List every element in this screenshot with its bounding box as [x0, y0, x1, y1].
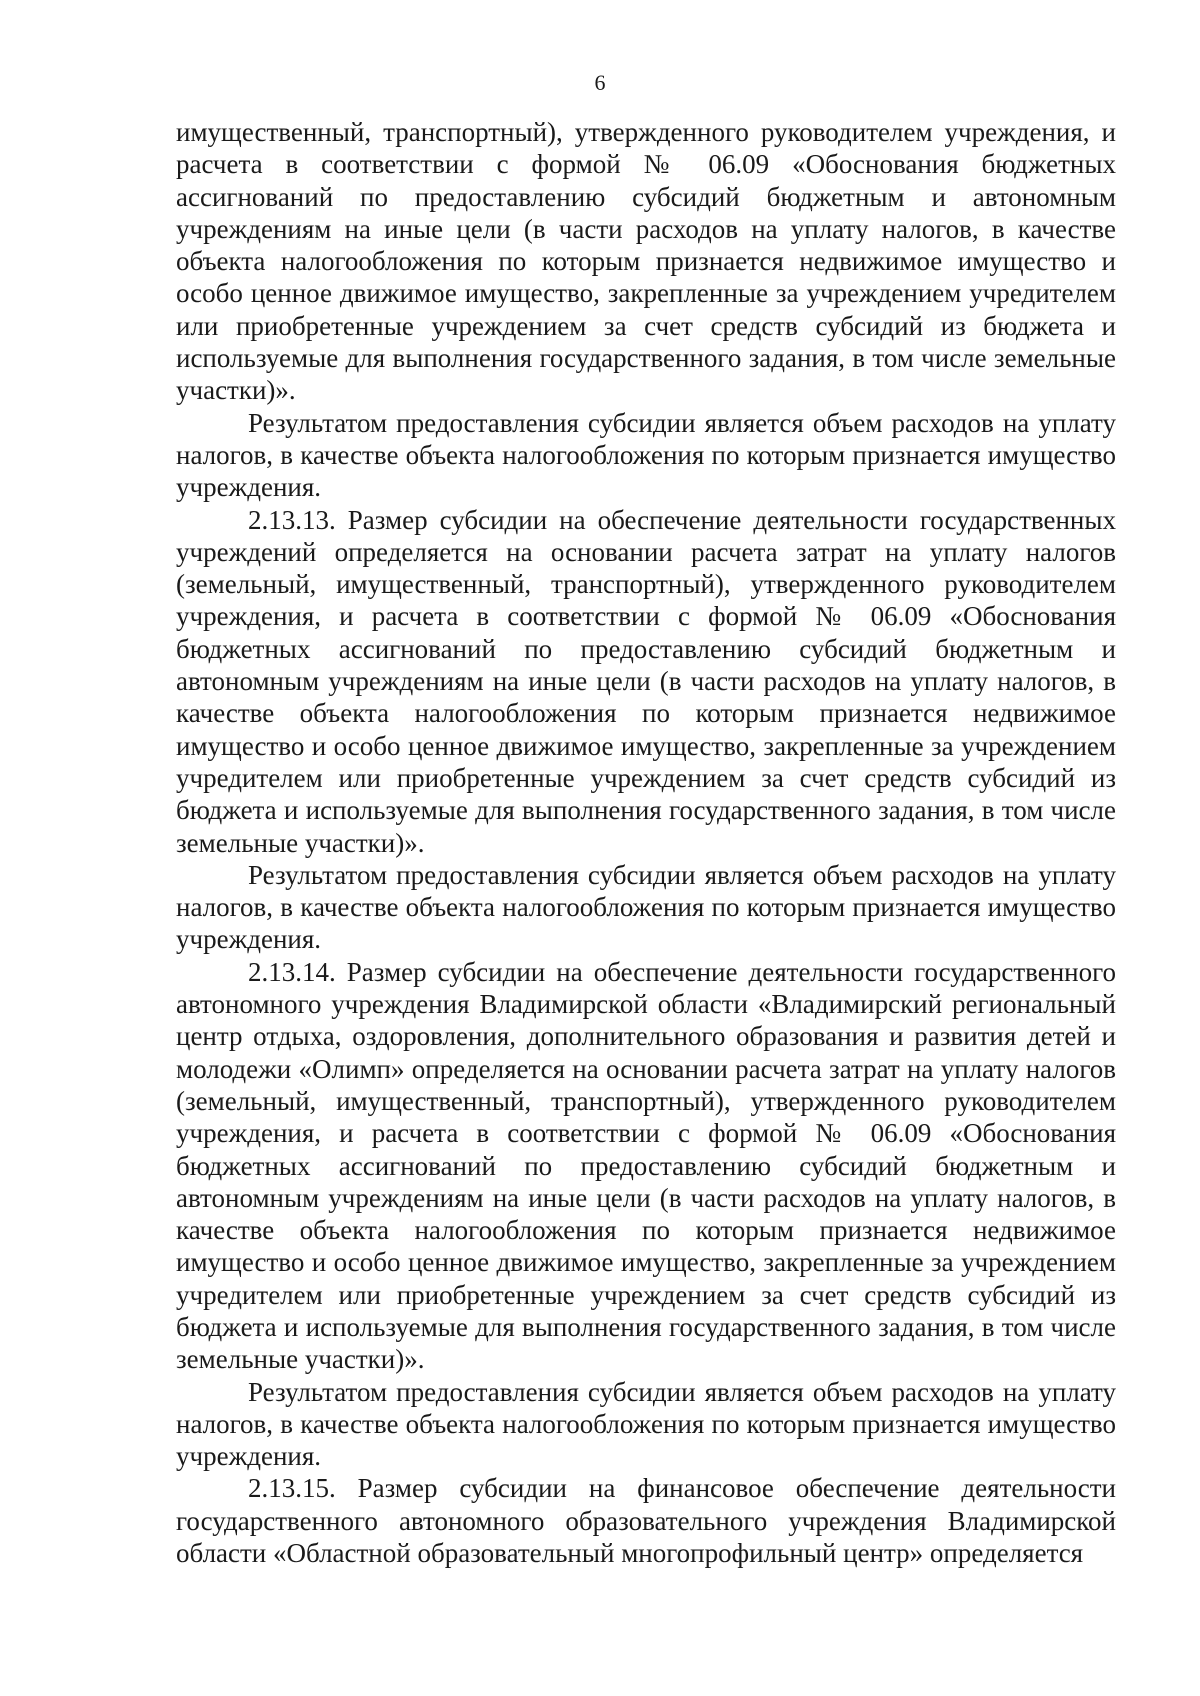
paragraph-2-13-15: 2.13.15. Размер субсидии на финансовое обеспечение деятельности государственного автономного образовательного учреждения Владимирской области «Областной образовательный многопрофильный центр» определяется — [176, 1473, 1116, 1569]
paragraph-result-3: Результатом предоставления субсидии является объем расходов на уплату налогов, в качестве объекта налогообложения по которым признается имущество учреждения. — [176, 1376, 1116, 1472]
paragraph-result-2: Результатом предоставления субсидии является объем расходов на уплату налогов, в качестве объекта налогообложения по которым признается имущество учреждения. — [176, 859, 1116, 955]
paragraph-2-13-13: 2.13.13. Размер субсидии на обеспечение деятельности государственных учреждений определяется на основании расчета затрат на уплату налогов (земельный, имущественный, транспортный), утвержденного руководителем учреждения, и расчета в соответствии с формой № 06.09 «Обоснования бюджетных ассигнований по предоставлению субсидий бюджетным и автономным учреждениям на иные цели (в части расходов на уплату налогов, в качестве объекта налогообложения по которым признается недвижимое имущество и особо ценное движимое имущество, закрепленные за учреждением учредителем или приобретенные учреждением за счет средств субсидий из бюджета и используемые для выполнения государственного задания, в том числе земельные участки)». — [176, 504, 1116, 858]
paragraph-2-13-14: 2.13.14. Размер субсидии на обеспечение деятельности государственного автономного учреждения Владимирской области «Владимирский региональный центр отдыха, оздоровления, дополнительного образования и развития детей и молодежи «Олимп» определяется на основании расчета затрат на уплату налогов (земельный, имущественный, транспортный), утвержденного руководителем учреждения, и расчета в соответствии с формой № 06.09 «Обоснования бюджетных ассигнований по предоставлению субсидий бюджетным и автономным учреждениям на иные цели (в части расходов на уплату налогов, в качестве объекта налогообложения по которым признается недвижимое имущество и особо ценное движимое имущество, закрепленные за учреждением учредителем или приобретенные учреждением за счет средств субсидий из бюджета и используемые для выполнения государственного задания, в том числе земельные участки)». — [176, 956, 1116, 1375]
page-number: 6 — [594, 70, 606, 95]
document-body — [176, 116, 1116, 1569]
paragraph-result-1: Результатом предоставления субсидии является объем расходов на уплату налогов, в качестве объекта налогообложения по которым признается имущество учреждения. — [176, 407, 1116, 503]
paragraph-continuation: имущественный, транспортный), утвержденного руководителем учреждения, и расчета в соответствии с формой № 06.09 «Обоснования бюджетных ассигнований по предоставлению субсидий бюджетным и автономным учреждениям на иные цели (в части расходов на уплату налогов, в качестве объекта налогообложения по которым признается недвижимое имущество и особо ценное движимое имущество, закрепленные за учреждением учредителем или приобретенные учреждением за счет средств субсидий из бюджета и используемые для выполнения государственного задания, в том числе земельные участки)». — [176, 117, 1116, 406]
